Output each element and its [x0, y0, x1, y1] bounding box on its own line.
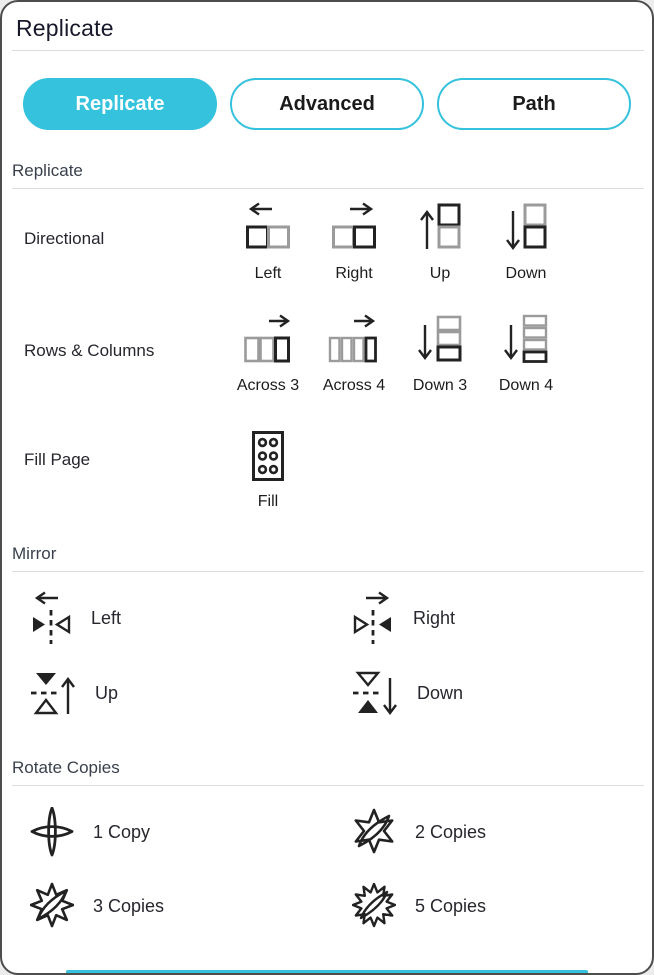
rotate-3-copies-icon [30, 881, 74, 931]
option-caption: Down [505, 265, 547, 282]
option-caption: Right [335, 265, 373, 282]
fill-page-label: Fill Page [24, 450, 91, 469]
rows-columns-options [225, 311, 569, 395]
option-caption: Down 3 [412, 377, 468, 394]
option-mirror-down[interactable] [327, 665, 652, 721]
tab-bar [23, 78, 631, 130]
option-fill[interactable] [225, 427, 311, 511]
option-caption: Across 4 [322, 377, 386, 394]
replicate-up-icon [418, 199, 462, 257]
option-rotate-5-copies[interactable] [327, 880, 652, 932]
option-rotate-1-copy[interactable] [2, 806, 327, 858]
option-rotate-2-copies[interactable] [327, 806, 652, 858]
down-3-icon [416, 311, 464, 369]
mirror-down-icon [352, 666, 398, 720]
option-label: Down [417, 682, 464, 703]
page-title: Replicate [16, 15, 114, 41]
down-4-icon [502, 311, 550, 369]
across-3-icon [243, 311, 293, 369]
option-label: 3 Copies [93, 895, 165, 916]
bottom-accent-bar [66, 970, 588, 973]
mirror-left-icon [30, 591, 72, 645]
tab-replicate[interactable]: Replicate [23, 78, 217, 130]
option-across-3[interactable] [225, 311, 311, 395]
replicate-down-icon [504, 199, 548, 257]
section-header-mirror: Mirror [12, 544, 644, 572]
option-mirror-left[interactable] [2, 590, 327, 646]
directional-label: Directional [24, 229, 105, 248]
option-replicate-down[interactable] [483, 199, 569, 283]
option-label: 2 Copies [415, 821, 487, 842]
directional-options [225, 199, 569, 283]
fill-page-row [2, 427, 652, 517]
option-caption: Across 3 [236, 377, 300, 394]
option-label: Right [413, 607, 456, 628]
rotate-options [2, 806, 652, 932]
option-label: Left [91, 607, 122, 628]
replicate-right-icon [330, 199, 378, 257]
title-divider [12, 50, 644, 51]
option-label: Up [95, 682, 119, 703]
mirror-up-icon [30, 666, 76, 720]
option-replicate-left[interactable] [225, 199, 311, 283]
section-header-rotate-copies: Rotate Copies [12, 758, 644, 786]
rotate-1-copy-icon [30, 807, 74, 857]
option-label: 1 Copy [93, 821, 151, 842]
directional-row [2, 199, 652, 299]
option-mirror-up[interactable] [2, 665, 327, 721]
option-caption: Up [429, 265, 451, 282]
mirror-right-icon [352, 591, 394, 645]
option-caption: Left [254, 265, 282, 282]
option-caption: Down 4 [498, 377, 554, 394]
tab-path[interactable]: Path [437, 78, 631, 130]
option-down-4[interactable] [483, 311, 569, 395]
rotate-5-copies-icon [352, 881, 396, 931]
option-mirror-right[interactable] [327, 590, 652, 646]
option-replicate-up[interactable] [397, 199, 483, 283]
rotate-2-copies-icon [352, 807, 396, 857]
tab-advanced[interactable]: Advanced [230, 78, 424, 130]
option-down-3[interactable] [397, 311, 483, 395]
rows-columns-row [2, 311, 652, 411]
option-caption: Fill [257, 493, 279, 510]
fill-grid-icon [244, 427, 292, 485]
fill-page-options [225, 427, 311, 511]
rows-columns-label: Rows & Columns [24, 341, 155, 360]
option-across-4[interactable] [311, 311, 397, 395]
mirror-options [2, 590, 652, 721]
option-label: 5 Copies [415, 895, 487, 916]
across-4-icon [328, 311, 380, 369]
section-header-replicate: Replicate [12, 161, 644, 189]
replicate-left-icon [244, 199, 292, 257]
option-replicate-right[interactable] [311, 199, 397, 283]
option-rotate-3-copies[interactable] [2, 880, 327, 932]
